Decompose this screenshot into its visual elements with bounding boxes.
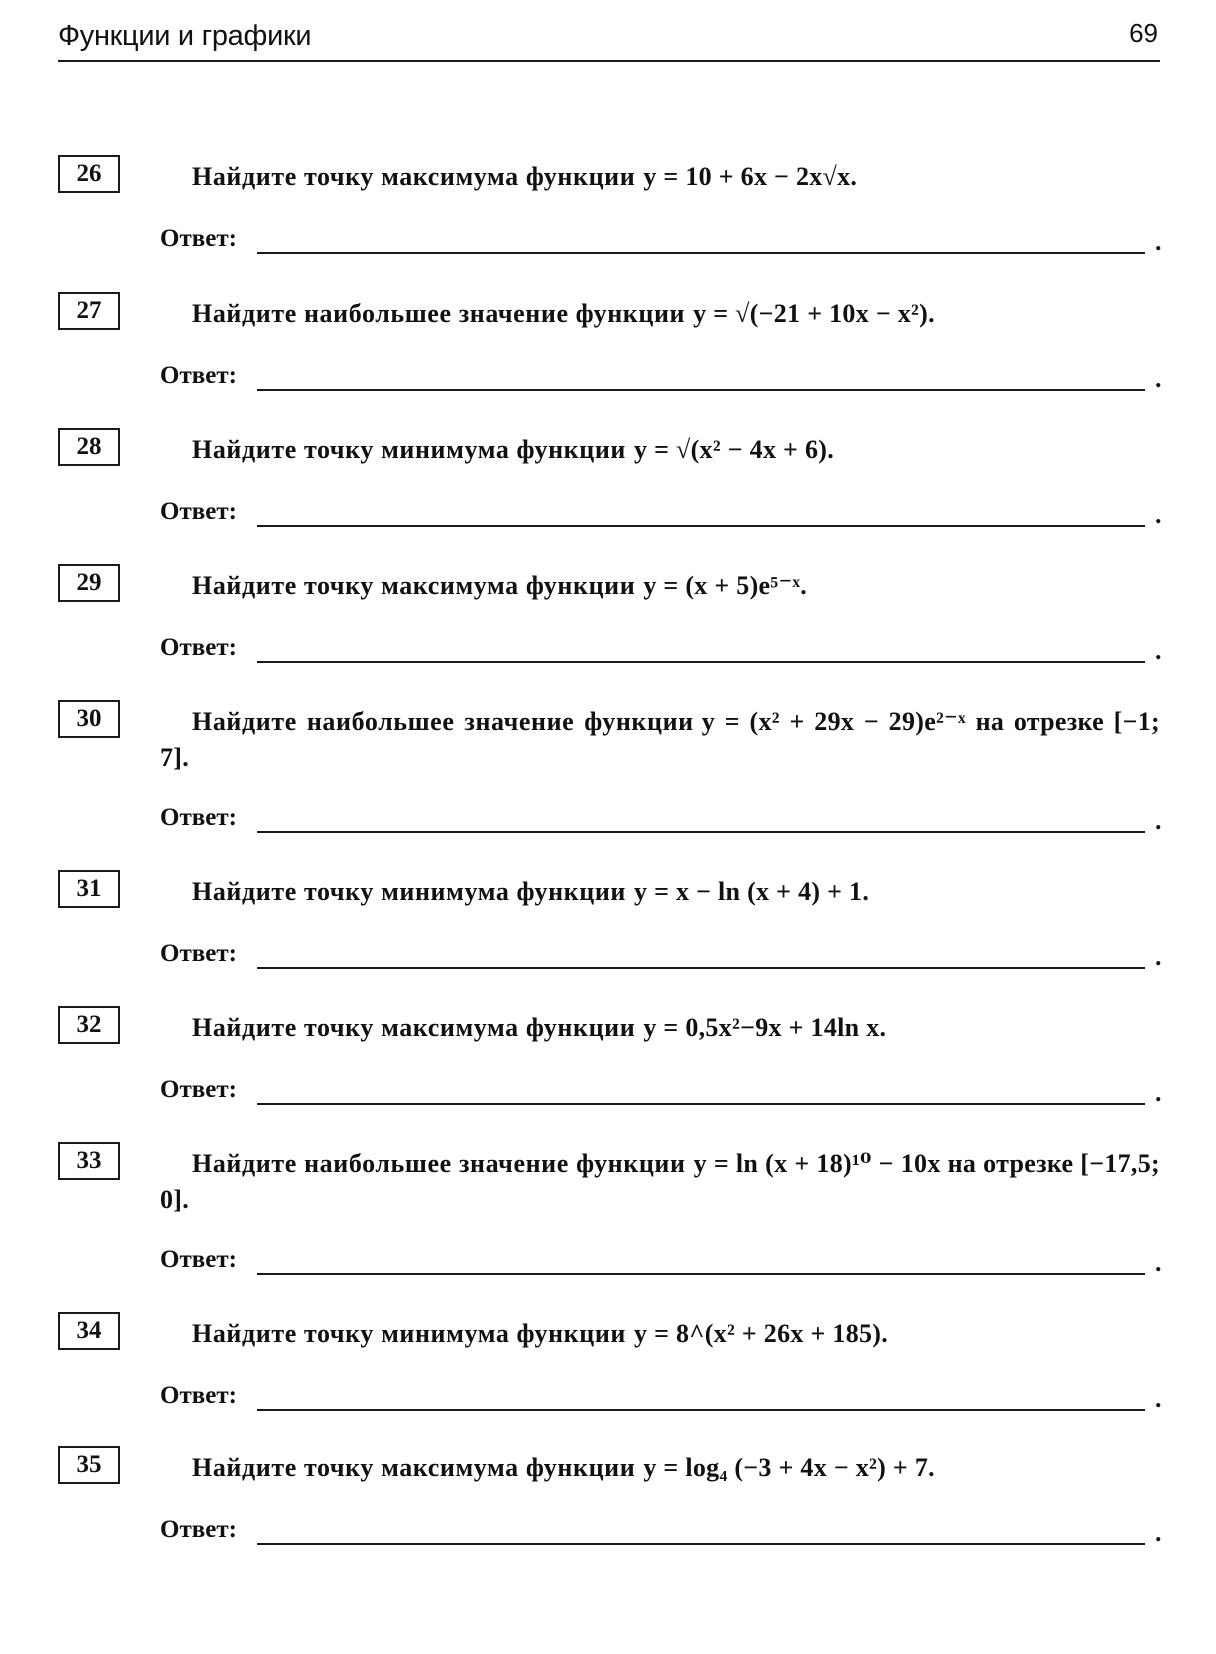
- problem-formula: y = (x + 5)e⁵⁻ˣ.: [643, 571, 808, 600]
- problem-text: Найдите наибольшее значение функции: [192, 1149, 686, 1178]
- answer-row: [160, 498, 1162, 530]
- problem-formula: y = ln (x + 18)¹⁰ − 10x на отрезке [−17,5; 0].: [160, 1149, 1160, 1214]
- page-header: [58, 16, 1160, 62]
- problem-number-box: 35: [58, 1446, 120, 1484]
- problem-statement: [160, 704, 1160, 776]
- answer-line[interactable]: [257, 1103, 1145, 1105]
- answer-line[interactable]: [257, 389, 1145, 391]
- problem-formula: y = 8^(x² + 26x + 185).: [633, 1319, 889, 1348]
- answer-period: .: [1155, 806, 1162, 835]
- problem-number-box: 28: [58, 428, 120, 466]
- page-number: 69: [1129, 18, 1158, 48]
- problem-formula: y = log₄ (−3 + 4x − x²) + 7.: [643, 1453, 935, 1482]
- answer-row: [160, 362, 1162, 394]
- problem-number-box: 26: [58, 155, 120, 193]
- header-title: Функции и графики: [58, 20, 312, 52]
- answer-row: [160, 1382, 1162, 1414]
- answer-period: .: [1155, 1248, 1162, 1277]
- answer-line[interactable]: [257, 1409, 1145, 1411]
- problem-statement: [160, 432, 1160, 468]
- problem-statement: [160, 874, 1160, 910]
- answer-line[interactable]: [257, 661, 1145, 663]
- answer-label: Ответ:: [160, 1246, 237, 1273]
- problem-number-box: 29: [58, 564, 120, 602]
- problem-text: Найдите наибольшее значение функции: [192, 299, 686, 328]
- answer-period: .: [1155, 500, 1162, 529]
- problem-number-box: 27: [58, 292, 120, 330]
- answer-label: Ответ:: [160, 225, 237, 252]
- problem-formula: y = √(x² − 4x + 6).: [633, 435, 835, 464]
- answer-label: Ответ:: [160, 1382, 237, 1409]
- problem-statement: [160, 159, 1160, 195]
- answer-label: Ответ:: [160, 362, 237, 389]
- problem-formula: y = x − ln (x + 4) + 1.: [633, 877, 870, 906]
- problem-text: Найдите наибольшее значение функции: [192, 707, 694, 736]
- answer-line[interactable]: [257, 1273, 1145, 1275]
- problem-number-box: 30: [58, 700, 120, 738]
- problem-statement: [160, 1450, 1160, 1486]
- answer-period: .: [1155, 1078, 1162, 1107]
- problem-text: Найдите точку минимума функции: [192, 1319, 626, 1348]
- answer-row: [160, 225, 1162, 257]
- answer-label: Ответ:: [160, 940, 237, 967]
- problem-formula: y = 0,5x²−9x + 14ln x.: [643, 1013, 887, 1042]
- answer-row: [160, 804, 1162, 836]
- problem-text: Найдите точку максимума функции: [192, 1013, 636, 1042]
- problem-text: Найдите точку максимума функции: [192, 571, 636, 600]
- answer-period: .: [1155, 227, 1162, 256]
- problem-statement: [160, 296, 1160, 332]
- problem-statement: [160, 1146, 1160, 1218]
- answer-row: [160, 634, 1162, 666]
- answer-label: Ответ:: [160, 1516, 237, 1543]
- answer-label: Ответ:: [160, 1076, 237, 1103]
- answer-row: [160, 940, 1162, 972]
- answer-period: .: [1155, 1518, 1162, 1547]
- problem-number-box: 32: [58, 1006, 120, 1044]
- problem-number-box: 34: [58, 1312, 120, 1350]
- answer-label: Ответ:: [160, 804, 237, 831]
- problem-statement: [160, 1316, 1160, 1352]
- answer-period: .: [1155, 1384, 1162, 1413]
- answer-row: [160, 1076, 1162, 1108]
- answer-line[interactable]: [257, 967, 1145, 969]
- answer-line[interactable]: [257, 831, 1145, 833]
- answer-period: .: [1155, 364, 1162, 393]
- answer-row: [160, 1246, 1162, 1278]
- answer-line[interactable]: [257, 252, 1145, 254]
- problem-number-box: 31: [58, 870, 120, 908]
- problem-text: Найдите точку минимума функции: [192, 435, 626, 464]
- problem-text: Найдите точку минимума функции: [192, 877, 626, 906]
- problem-text: Найдите точку максимума функции: [192, 1453, 636, 1482]
- problem-text: Найдите точку максимума функции: [192, 162, 636, 191]
- problem-formula: y = 10 + 6x − 2x√x.: [643, 162, 858, 191]
- problem-formula: y = (x² + 29x − 29)e²⁻ˣ на отрезке [−1; 7].: [160, 707, 1160, 772]
- problem-statement: [160, 1010, 1160, 1046]
- answer-line[interactable]: [257, 1543, 1145, 1545]
- answer-label: Ответ:: [160, 634, 237, 661]
- problem-number-box: 33: [58, 1142, 120, 1180]
- answer-row: [160, 1516, 1162, 1548]
- answer-period: .: [1155, 942, 1162, 971]
- problem-statement: [160, 568, 1160, 604]
- problem-formula: y = √(−21 + 10x − x²).: [693, 299, 935, 328]
- answer-period: .: [1155, 636, 1162, 665]
- answer-label: Ответ:: [160, 498, 237, 525]
- answer-line[interactable]: [257, 525, 1145, 527]
